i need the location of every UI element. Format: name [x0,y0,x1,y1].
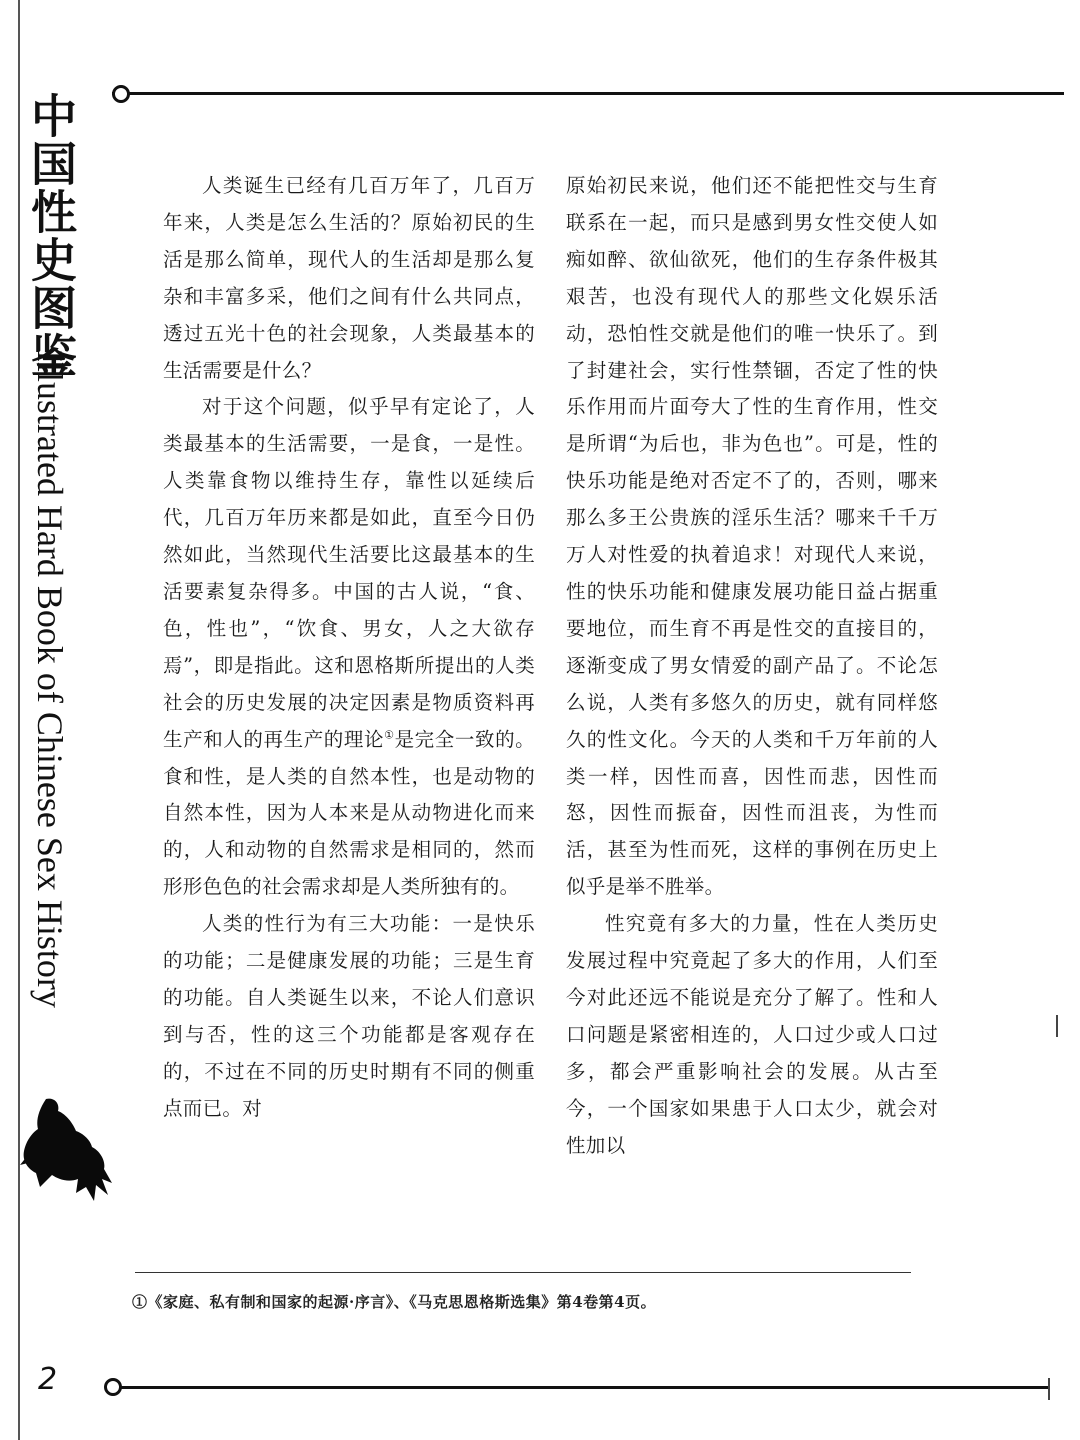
footnote-rule [135,1272,911,1273]
paragraph [163,389,535,906]
scan-right-mark [1056,1015,1058,1037]
footnote-marker: ① [384,728,395,742]
scan-left-border [18,0,20,1440]
paragraph: 人类的性行为有三大功能：一是快乐的功能；二是健康发展的功能；三是生育的功能。自人类诞生以来，不论人们意识到与否，性的这三个功能都是客观存在的，不过在不同的历史时期有不同的侧重点而已。对 [163,912,535,1120]
header-rule [112,92,1064,95]
paragraph-continuation: 是完全一致的。食和性，是人类的自然本性，也是动物的自然本性，因为人本来是从动物进化而来的，人和动物的自然需求是相同的，然而形形色色的社会需求却是人类所独有的。 [163,727,535,899]
page-number: 2 [38,1362,58,1397]
footer-ring-icon [104,1378,122,1396]
paragraph: 性究竟有多大的力量，性在人类历史发展过程中究竟起了多大的作用，人们至今对此还远不能说是充分了解了。性和人口问题是紧密相连的，人口过少或人口过多，都会严重影响社会的发展。从古至今，一个国家如果患于人口太少，就会对性加以 [566,912,938,1157]
footer-rule [112,1386,1048,1389]
running-figure-silhouette-icon [18,1095,114,1205]
side-title-english: Illustrated Hard Book of Chinese Sex History [30,350,70,1008]
footnote: ①《家庭、私有制和国家的起源·序言》、《马克思恩格斯选集》第4卷第4页。 [132,1293,657,1311]
scan-right-mark-bottom [1048,1378,1050,1400]
paragraph: 原始初民来说，他们还不能把性交与生育联系在一起，而只是感到男女性交使人如痴如醉、欲仙欲死，他们的生存条件极其艰苦，也没有现代人的那些文化娱乐活动，恐怕性交就是他们的唯一快乐了。到了封建社会，实行性禁锢，否定了性的快乐作用而片面夸大了性的生育作用，性交是所谓“为后也，非为色也”。可是，性的快乐功能是绝对否定不了的，否则，哪来那么多王公贵族的淫乐生活？哪来千千万万人对性爱的执着追求！对现代人来说，性的快乐功能和健康发展功能日益占据重要地位，而生育不再是性交的直接目的，逐渐变成了男女情爱的副产品了。不论怎么说，人类有多悠久的历史，就有同样悠久的性文化。今天的人类和千万年前的人类一样，因性而喜，因性而悲，因性而怒，因性而振奋，因性而沮丧，为性而活，甚至为性而死，这样的事例在历史上似乎是举不胜举。 [566,174,938,899]
header-ring-icon [112,85,130,103]
paragraph: 人类诞生已经有几百万年了，几百万年来，人类是怎么生活的？原始初民的生活是那么简单，现代人的生活却是那么复杂和丰富多采，他们之间有什么共同点，透过五光十色的社会现象，人类最基本的生活需要是什么？ [163,174,535,382]
side-title-chinese: 中国性史图鉴 [24,92,78,380]
text-column-right [566,168,938,1164]
text-column-left [163,168,535,1128]
paragraph-text: 对于这个问题，似乎早有定论了，人类最基本的生活需要，一是食，一是性。人类靠食物以维持生存，靠性以延续后代，几百万年历来都是如此，直至今日仍然如此，当然现代生活要比这最基本的生活要素复杂得多。中国的古人说，“食、色，性也”，“饮食、男女，人之大欲存焉”，即是指此。这和恩格斯所提出的人类社会的历史发展的决定因素是物质资料再生产和人的再生产的理论 [163,395,535,751]
